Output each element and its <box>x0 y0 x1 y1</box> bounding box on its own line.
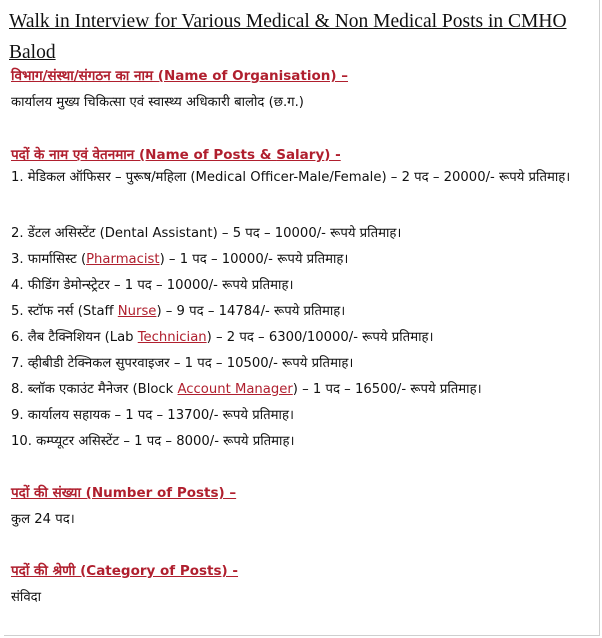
category-value: संविदा <box>11 590 42 605</box>
post-item-7: 7. व्हीबीडी टेक्निकल सुपरवाइजर – 1 पद – 10500/- रूपये प्रतिमाह। <box>11 356 354 371</box>
post-item-8 <box>11 379 482 397</box>
post-item-3 <box>11 249 348 267</box>
pharmacist-link[interactable]: Pharmacist <box>86 252 160 267</box>
technician-link[interactable]: Technician <box>137 330 207 345</box>
post-item-8-post: ) – 1 पद – 16500/- रूपये प्रतिमाह। <box>292 382 482 397</box>
post-item-9: 9. कार्यालय सहायक – 1 पद – 13700/- रूपये प्रतिमाह। <box>11 408 294 423</box>
post-item-10: 10. कम्प्यूटर असिस्टेंट – 1 पद – 8000/- रूपये प्रतिमाह। <box>11 434 295 449</box>
page-title: Walk in Interview for Various Medical & Non Medical Posts in CMHO Balod <box>9 11 567 63</box>
post-item-5-post: ) – 9 पद – 14784/- रूपये प्रतिमाह। <box>156 304 346 319</box>
post-item-5 <box>11 301 345 319</box>
post-item-2: 2. डेंटल असिस्टेंट (Dental Assistant) – 5 पद – 10000/- रूपये प्रतिमाह। <box>11 226 402 241</box>
post-item-8-pre: 8. ब्लॉक एकाउंट मैनेजर (Block <box>11 382 178 397</box>
category-heading: पदों की श्रेणी (Category of Posts) - <box>11 563 239 579</box>
posts-heading <box>11 145 341 163</box>
organisation-name: कार्यालय मुख्य चिकित्सा एवं स्वास्थ्य अधिकारी बालोद (छ.ग.) <box>11 95 304 110</box>
post-item-3-pre: 3. फार्मासिस्ट ( <box>11 252 87 267</box>
posts-heading-text: पदों के नाम एवं वेतनमान (Name of Posts & <box>11 147 277 163</box>
post-item-5-pre: 5. स्टॉफ नर्स (Staff <box>11 304 118 319</box>
post-item-6-pre: 6. लैब टैक्निशियन (Lab <box>11 330 138 345</box>
post-item-4: 4. फीडिंग डेमोन्स्ट्रेटर – 1 पद – 10000/- रूपये प्रतिमाह। <box>11 278 294 293</box>
nurse-link[interactable]: Nurse <box>117 304 157 319</box>
number-of-posts-heading: पदों की संख्या (Number of Posts) – <box>11 485 237 501</box>
account-manager-link[interactable]: Account Manager <box>177 382 293 397</box>
number-of-posts-value: कुल 24 पद। <box>11 512 75 527</box>
post-item-3-post: ) – 1 पद – 10000/- रूपये प्रतिमाह। <box>159 252 349 267</box>
posts-heading-tail: ) - <box>324 147 341 163</box>
salary-link[interactable]: Salary <box>276 147 325 163</box>
post-item-1: 1. मेडिकल ऑफिसर – पुरूष/महिला (Medical Officer-Male/Female) – 2 पद – 20000/- रूपये प्रतिमाह। <box>11 170 571 185</box>
organisation-heading: विभाग/संस्था/संगठन का नाम (Name of Organisation) – <box>11 68 348 84</box>
post-item-6 <box>11 327 434 345</box>
post-item-6-post: ) – 2 पद – 6300/10000/- रूपये प्रतिमाह। <box>206 330 434 345</box>
